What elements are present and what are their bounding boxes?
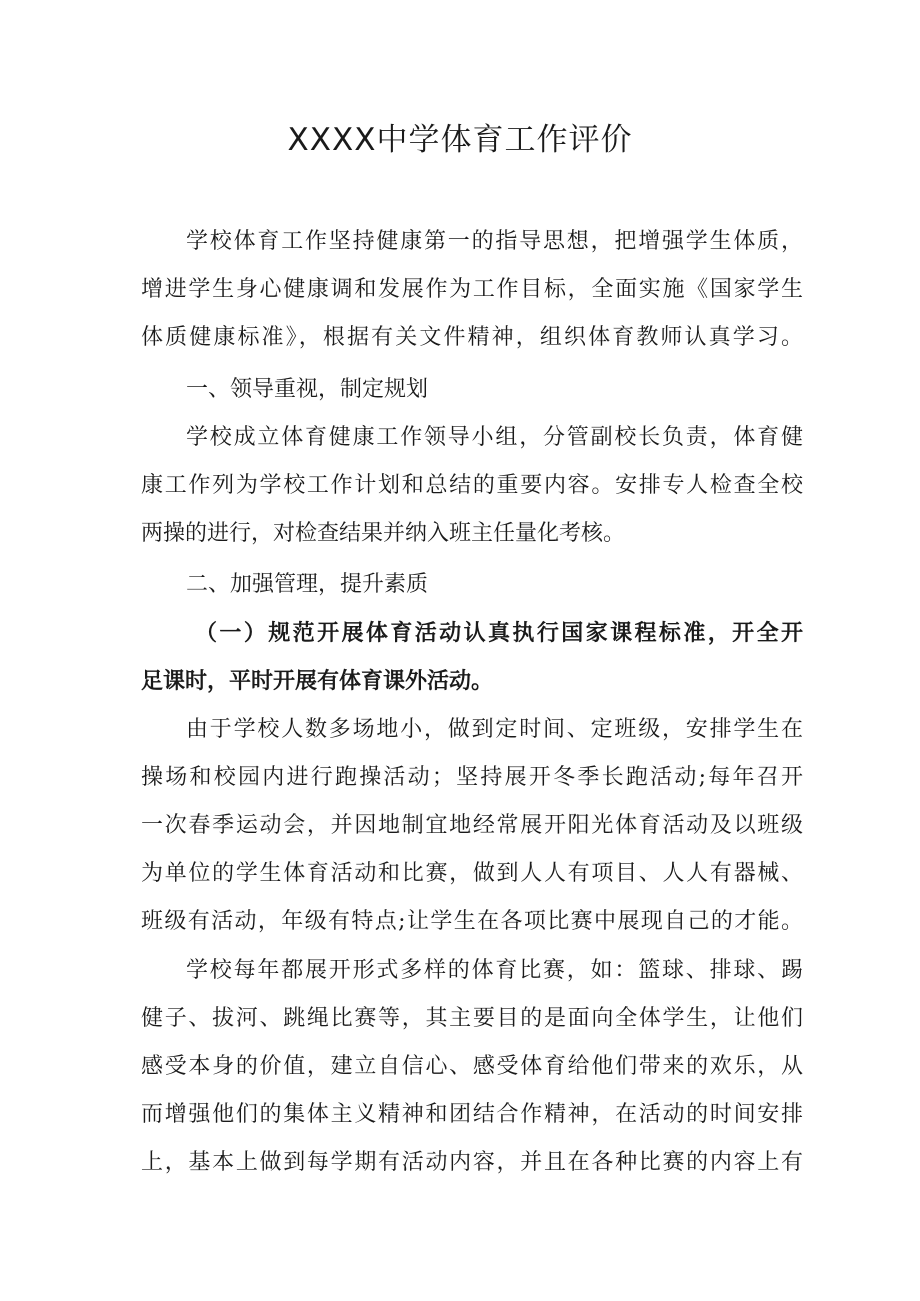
competitions-line: 上，基本上做到每学期有活动内容，并且在各种比赛的内容上有 xyxy=(141,1150,803,1175)
activities-line: 操场和校园内进行跑操活动；坚持展开冬季长跑活动;每年召开 xyxy=(141,765,803,790)
leadership-line: 两操的进行，对检查结果并纳入班主任量化考核。 xyxy=(141,521,626,546)
intro-line: 增进学生身心健康调和发展作为工作目标，全面实施《国家学生 xyxy=(141,277,803,302)
competitions-line: 感受本身的价值，建立自信心、感受体育给他们带来的欢乐，从 xyxy=(141,1054,803,1079)
activities-line: 一次春季运动会，并因地制宜地经常展开阳光体育活动及以班级 xyxy=(141,813,803,838)
activities-line: 为单位的学生体育活动和比赛，做到人人有项目、人人有器械、 xyxy=(141,861,803,886)
document-title: XXXX中学体育工作评价 xyxy=(287,122,633,158)
leadership-paragraph xyxy=(141,414,803,558)
section-heading-leadership xyxy=(141,366,803,414)
subsection-line: （一）规范开展体育活动认真执行国家课程标准，开全开 xyxy=(195,620,803,646)
subsection-heading-activities xyxy=(141,609,803,705)
activities-paragraph xyxy=(141,706,803,946)
competitions-line: 健子、拔河、跳绳比赛等，其主要目的是面向全体学生，让他们 xyxy=(141,1006,803,1031)
section-heading-text: 一、领导重视，制定规划 xyxy=(186,377,429,402)
leadership-line: 学校成立体育健康工作领导小组，分管副校长负责，体育健 xyxy=(186,425,803,450)
competitions-line: 而增强他们的集体主义精神和团结合作精神，在活动的时间安排 xyxy=(141,1102,803,1127)
intro-line: 体质健康标准》，根据有关文件精神，组织体育教师认真学习。 xyxy=(141,325,803,350)
activities-line: 由于学校人数多场地小，做到定时间、定班级，安排学生在 xyxy=(186,717,803,742)
leadership-line: 康工作列为学校工作计划和总结的重要内容。安排专人检查全校 xyxy=(141,473,803,498)
subsection-line: 足课时，平时开展有体育课外活动。 xyxy=(141,668,494,694)
section-heading-management xyxy=(141,561,803,609)
intro-paragraph xyxy=(141,218,803,362)
activities-line: 班级有活动，年级有特点;让学生在各项比赛中展现自己的才能。 xyxy=(141,909,803,934)
intro-line: 学校体育工作坚持健康第一的指导思想，把增强学生体质， xyxy=(186,229,803,254)
competitions-paragraph xyxy=(141,947,803,1187)
section-heading-text: 二、加强管理，提升素质 xyxy=(186,572,429,597)
competitions-line: 学校每年都展开形式多样的体育比赛，如：篮球、排球、踢 xyxy=(186,958,803,983)
